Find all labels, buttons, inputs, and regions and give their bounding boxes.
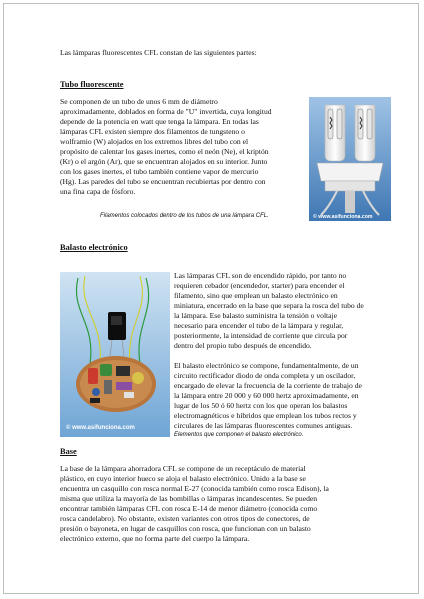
ballast-line: El balasto electrónico se compone, fundamentalmente, de un [174,361,359,370]
ballast-line: posteriormente, la intensidad de corriente que circula por [174,331,348,340]
ballast-heading: Balasto electrónico [60,243,128,252]
ballast-watermark: © www.asifunciona.com [66,425,135,431]
ballast-line: necesario para encender el tubo de la lámpara y regular, [174,321,344,330]
base-line: misma que utiliza la mayoría de las bombillas o lámparas incandescentes. Se pueden [60,494,318,503]
base-line: rosca candelabro). No obstante, existen variantes con otros tipos de conectores, de [60,514,310,523]
ballast-line: filamento, sino que emplean un balasto electrónico en [174,291,338,300]
ballast-caption: Elementos que componen el balasto electrónico. [174,432,304,438]
base-line: plástico, en cuyo interior hueco se aloja el balasto electrónico. Unido a la base se [60,474,306,483]
ballast-line: encargado de elevar la frecuencia de la corriente de trabajo de [174,381,362,390]
intro-text: Las lámparas fluorescentes CFL constan de las siguientes partes: [60,48,257,57]
ballast-line: lugar de los 50 ó 60 hertz con los que operan los balastos [174,401,348,410]
tube-line: Se componen de un tubo de unos 6 mm de diámetro [60,97,218,106]
tube-photo [309,97,391,221]
ballast-line: la lámpara. Ese balasto suministra la tensión o voltaje [174,311,338,320]
base-line: electrónico externo, que no forma parte del cuerpo la lámpara. [60,534,250,543]
ballast-circuit-illustration [60,272,170,437]
ballast-line: circuito rectificador diodo de onda completa y un oscilador, [174,371,356,380]
ballast-photo [60,272,170,437]
tube-line: wolframio (W) alojados en los extremos libres del tubo con el [60,137,249,146]
tube-line: (Kr) o el argón (Ar), que se encuentran alojados en su interior. Junto [60,157,268,166]
base-line: encontrar también lámparas CFL con rosca E-14 de menor diámetro (conocida como [60,504,318,513]
tube-line: con los gases inertes, el tubo también contiene vapor de mercurio [60,167,259,176]
tube-line: (Hg). Las paredes del tubo se encuentran recubiertas por dentro con [60,177,266,186]
tube-caption: Filamentos colocados dentro de los tubos de una lámpara CFL. [100,213,269,219]
cfl-tube-illustration [309,97,391,221]
tube-line: propósito de calentar los gases inertes, como el neón (Ne), el kriptón [60,147,269,156]
tube-line: depende de la potencia en watt que tenga la lámpara. En todas las [60,117,259,126]
base-line: La base de la lámpara ahorradora CFL se compone de un receptáculo de material [60,464,306,473]
ballast-line: miniatura, encerrado en la base que separa la rosca del tubo de [174,301,364,310]
ballast-line: Las lámparas CFL son de encendido rápido, por tanto no [174,271,347,280]
tube-line: aproximadamente, doblados en forma de "U" invertida, cuya longitud [60,107,272,116]
tube-watermark: © www.asifunciona.com [313,214,373,220]
tube-line: lámparas CFL existen siempre dos filamentos de tungsteno o [60,127,245,136]
ballast-line: requieren cebador (encendedor, starter) para encender el [174,281,345,290]
base-heading: Base [60,447,77,456]
ballast-line: dentro del propio tubo después de encendido. [174,341,312,350]
base-line: encuentra un casquillo con rosca normal E-27 (conocida también como rosca Edison), la [60,484,329,493]
base-line: presión o bayoneta, en lugar de casquillos con rosca, que funcionan con un balasto [60,524,311,533]
tube-heading: Tubo fluorescente [60,80,124,89]
ballast-line: circulares de las lámparas fluorescentes comunes antiguas. [174,421,353,430]
ballast-line: electromagnéticos e híbridos que emplean los tubos rectos y [174,411,357,420]
ballast-line: la lámpara entre 20 000 y 60 000 hertz aproximadamente, en [174,391,359,400]
tube-line: una fina capa de fósforo. [60,187,136,196]
